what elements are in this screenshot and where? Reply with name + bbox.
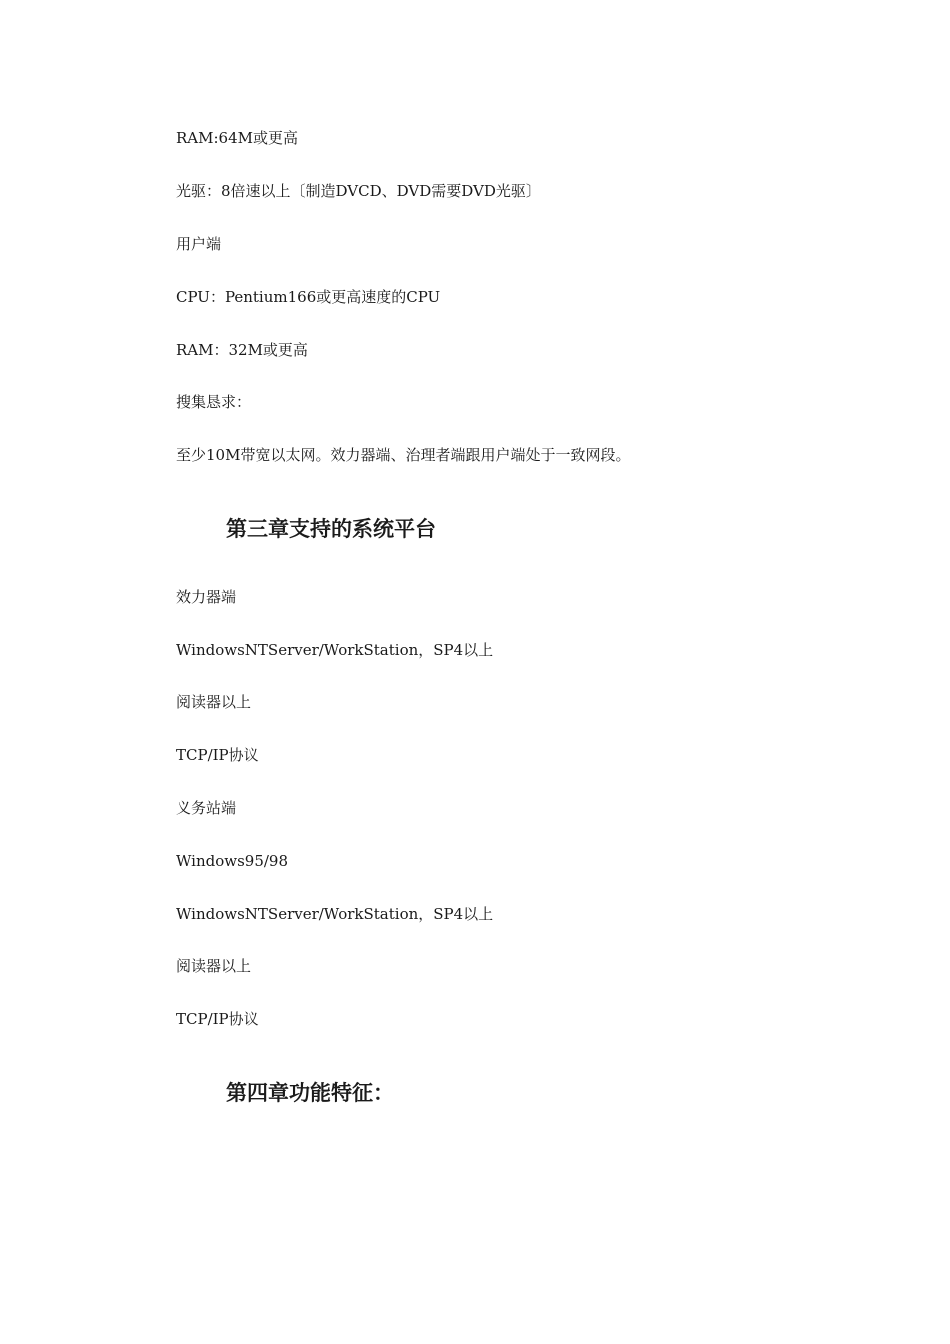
server-side-label: 效力器端 bbox=[176, 588, 237, 606]
server-browser-line: 阅读器以上 bbox=[176, 693, 252, 711]
client-ram-line: RAM：32M或更高 bbox=[176, 341, 308, 359]
chapter-3-heading: 第三章支持的系统平台 bbox=[226, 517, 436, 541]
server-os-line: WindowsNTServer/WorkStation，SP4以上 bbox=[176, 641, 494, 659]
workstation-browser-line: 阅读器以上 bbox=[176, 957, 252, 975]
chapter-4-heading: 第四章功能特征： bbox=[226, 1081, 394, 1105]
network-requirement-label: 搜集恳求： bbox=[176, 393, 252, 411]
workstation-protocol-line: TCP/IP协议 bbox=[176, 1010, 259, 1028]
optical-drive-line: 光驱：8倍速以上〔制造DVCD、DVD需要DVD光驱〕 bbox=[176, 182, 541, 200]
client-cpu-line: CPU：Pentium166或更高速度的CPU bbox=[176, 288, 441, 306]
network-requirement-line: 至少10M带宽以太网。效力器端、治理者端跟用户端处于一致网段。 bbox=[176, 446, 631, 464]
server-protocol-line: TCP/IP协议 bbox=[176, 746, 259, 764]
workstation-label: 义务站端 bbox=[176, 799, 237, 817]
workstation-os-line-1: Windows95/98 bbox=[176, 852, 289, 870]
ram-requirement-line: RAM:64M或更高 bbox=[176, 129, 298, 147]
client-label: 用户端 bbox=[176, 235, 222, 253]
workstation-os-line-2: WindowsNTServer/WorkStation，SP4以上 bbox=[176, 905, 494, 923]
